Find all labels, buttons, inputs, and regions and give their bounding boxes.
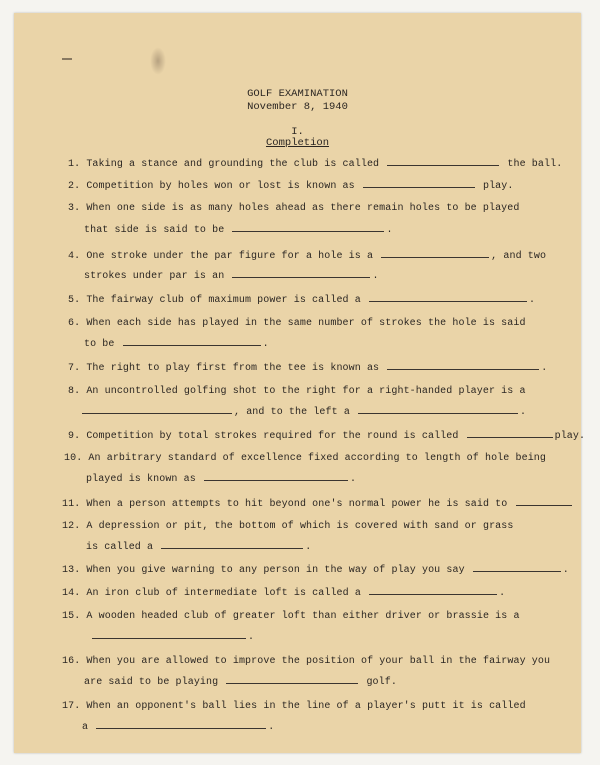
answer-blank[interactable] (516, 504, 572, 506)
exam-date: November 8, 1940 (247, 101, 348, 113)
question-13: 13. When you give warning to any person in the way of play you say . (62, 565, 569, 576)
question-8: 8. An uncontrolled golfing shot to the right for a right-handed player is a (68, 386, 526, 397)
section-number: I. (291, 126, 304, 138)
answer-blank[interactable] (473, 570, 561, 572)
question-4: 4. One stroke under the par figure for a hole is a , and two (68, 251, 547, 262)
answer-blank[interactable] (204, 479, 348, 481)
answer-blank[interactable] (381, 256, 489, 258)
ink-smudge (150, 47, 166, 75)
answer-blank[interactable] (82, 412, 232, 414)
question-6-cont: to be . (84, 339, 269, 350)
question-7: 7. The right to play first from the tee is known as . (68, 363, 548, 374)
answer-blank[interactable] (161, 547, 303, 549)
question-16: 16. When you are allowed to improve the position of your ball in the fairway you (62, 656, 551, 667)
question-15: 15. A wooden headed club of greater loft than either driver or brassie is a (62, 611, 520, 622)
exam-page (14, 13, 586, 753)
answer-blank[interactable] (232, 230, 384, 232)
answer-blank[interactable] (92, 637, 246, 639)
question-2: 2. Competition by holes won or lost is known as play. (68, 181, 514, 192)
question-15-cont: . (90, 632, 254, 643)
section-title: Completion (265, 137, 329, 149)
question-5: 5. The fairway club of maximum power is called a . (68, 295, 536, 306)
question-1: 1. Taking a stance and grounding the club is called the ball. (68, 159, 563, 170)
question-17-cont: a . (82, 722, 275, 733)
answer-blank[interactable] (358, 412, 518, 414)
exam-title: GOLF EXAMINATION (247, 88, 348, 100)
answer-blank[interactable] (369, 300, 527, 302)
question-6: 6. When each side has played in the same number of strokes the hole is said (68, 318, 526, 329)
question-14: 14. An iron club of intermediate loft is called a . (62, 588, 506, 599)
question-11: 11. When a person attempts to hit beyond one's normal power he is said to (62, 499, 574, 510)
answer-blank[interactable] (123, 344, 261, 346)
answer-blank[interactable] (467, 436, 553, 438)
question-16-cont: are said to be playing golf. (84, 677, 397, 688)
answer-blank[interactable] (369, 593, 497, 595)
question-9: 9. Competition by total strokes required for the round is called play. (68, 431, 586, 442)
answer-blank[interactable] (226, 682, 358, 684)
question-12-cont: is called a . (86, 542, 312, 553)
question-4-cont: strokes under par is an . (84, 271, 379, 282)
question-3: 3. When one side is as many holes ahead as there remain holes to be played (68, 203, 520, 214)
question-8-cont: , and to the left a . (80, 407, 526, 418)
answer-blank[interactable] (363, 186, 475, 188)
answer-blank[interactable] (96, 727, 266, 729)
question-3-cont: that side is said to be . (84, 225, 393, 236)
question-17: 17. When an opponent's ball lies in the line of a player's putt it is called (62, 701, 526, 712)
answer-blank[interactable] (232, 276, 370, 278)
answer-blank[interactable] (387, 164, 499, 166)
answer-blank[interactable] (387, 368, 539, 370)
question-10-cont: played is known as . (86, 474, 357, 485)
question-12: 12. A depression or pit, the bottom of which is covered with sand or grass (62, 521, 514, 532)
pencil-mark (62, 58, 72, 60)
question-10: 10. An arbitrary standard of excellence fixed according to length of hole being (64, 453, 546, 464)
